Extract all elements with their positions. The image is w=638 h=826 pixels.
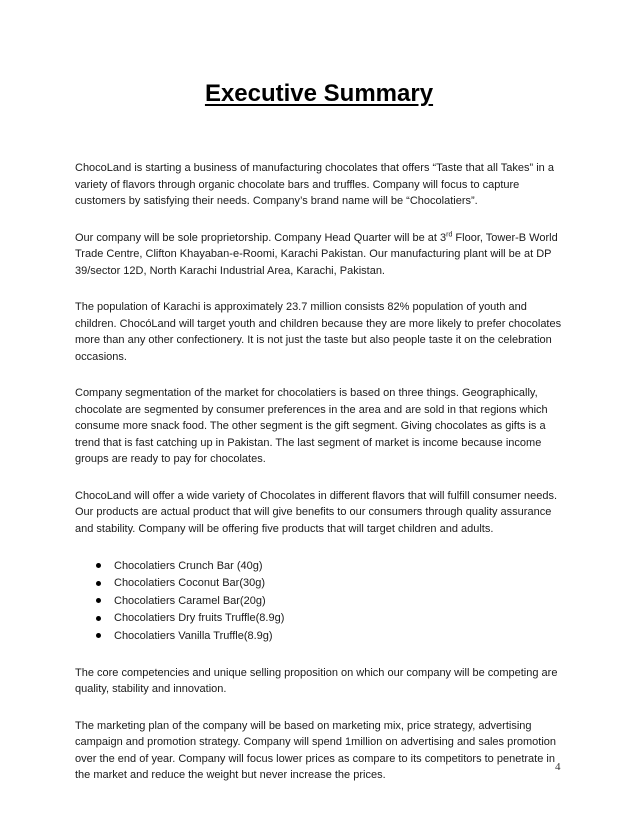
product-name: Chocolatiers Caramel Bar(20g) bbox=[114, 594, 266, 607]
bullet-icon bbox=[96, 633, 101, 638]
intro-paragraph: ChocoLand is starting a business of manufacturing chocolates that offers “Taste that all Takes” in a variety of flavors through organic chocolate bars and truffles. Company will focus to capture customers by satisfying their needs. Company’s brand name will be “Chocolatiers”. bbox=[75, 162, 554, 207]
ordinal-suffix: rd bbox=[446, 230, 453, 238]
page-title: Executive Summary bbox=[204, 80, 434, 107]
location-paragraph bbox=[75, 230, 565, 280]
product-name: Chocolatiers Coconut Bar(30g) bbox=[114, 577, 266, 589]
bullet-icon bbox=[96, 563, 101, 568]
competencies-paragraph: The core competencies and unique selling proposition on which our company will be competing are quality, stability and innovation. bbox=[75, 666, 558, 695]
page-number: 4 bbox=[555, 761, 561, 773]
document-body bbox=[75, 160, 565, 804]
location-text-end: Floor, Tower-B World Trade Centre, Clifton Khayaban-e-Roomi, Karachi Pakistan. Our manufacturing plant will be at DP 39/sector 12D, North Karachi Industrial Area, Karachi, Pakistan. bbox=[75, 231, 558, 277]
products-intro-paragraph: ChocoLand will offer a wide variety of Chocolates in different flavors that will fulfill consumer needs. Our products are actual product that will give benefits to our consumers through quality assurance and stability. Company will be offering five products that will target children and adults. bbox=[75, 489, 558, 535]
list-item bbox=[75, 557, 565, 575]
bullet-icon bbox=[96, 616, 101, 621]
list-item bbox=[75, 592, 565, 610]
list-item bbox=[75, 610, 565, 628]
product-name: Chocolatiers Dry fruits Truffle(8.9g) bbox=[114, 612, 285, 624]
product-name: Chocolatiers Vanilla Truffle(8.9g) bbox=[114, 629, 273, 642]
product-name: Chocolatiers Crunch Bar (40g) bbox=[114, 559, 263, 572]
bullet-icon bbox=[96, 598, 101, 603]
list-item bbox=[75, 575, 565, 593]
list-item bbox=[75, 627, 565, 645]
marketing-paragraph: The marketing plan of the company will be based on marketing mix, price strategy, advertising campaign and promotion strategy. Company will spend 1million on advertising and sales promotion over the end of year. Company will focus lower prices as compare to its competitors to penetrate in the market and reduce the weight but never increase the prices. bbox=[75, 719, 556, 781]
product-list bbox=[75, 557, 565, 645]
location-text-start: Our company will be sole proprietorship. Company Head Quarter will be at 3 bbox=[75, 231, 447, 244]
population-paragraph: The population of Karachi is approximately 23.7 million consists 82% population of youth and children. ChocóLand will target youth and children because they are more likely to prefer chocolates more than any other confectionery. It is not just the taste but also people taste it on the celebration occasions. bbox=[75, 301, 562, 363]
segmentation-paragraph: Company segmentation of the market for chocolatiers is based on three things. Geographically, chocolate are segmented by consumer preferences in the area and are sold in that regions which consume more snack food. The other segment is the gift segment. Giving chocolates as gifts is a trend that is fast catching up in Pakistan. The last segment of market is income because income groups are ready to pay for chocolates. bbox=[75, 387, 548, 465]
bullet-icon bbox=[96, 581, 101, 586]
